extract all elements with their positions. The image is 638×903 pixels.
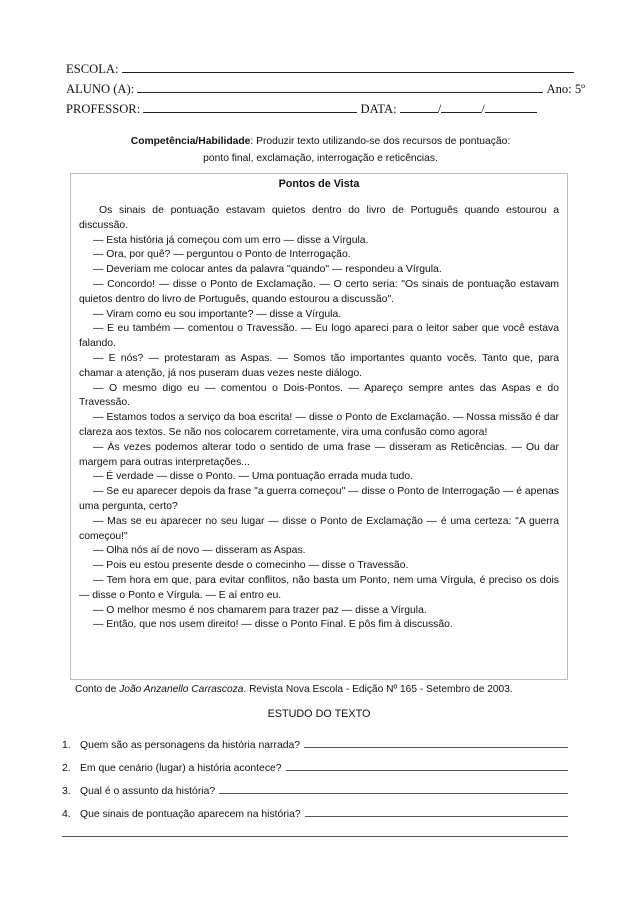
competencia-line1: [66, 133, 575, 150]
story-paragraph: — Olha nós aí de novo — disseram as Aspas.: [93, 545, 306, 557]
story-paragraph: — Esta história já começou com um erro — disse a Vírgula.: [93, 234, 369, 246]
credit-prefix: Conto de: [75, 684, 120, 695]
story-paragraph: — Às vezes podemos alterar todo o sentido de uma frase — disseram as Reticências. — Ou dar margem para outras interpretações...: [79, 441, 559, 468]
story-paragraph: — E nós? — protestaram as Aspas. — Somos tão importantes quanto vocês. Tanto que, para chamar a atenção, já nos puseram duas vezes neste diálogo.: [79, 352, 559, 379]
competencia-heading: Competência/Habilidade: [130, 136, 251, 147]
story-credit: [75, 684, 513, 695]
escola-field[interactable]: [122, 60, 574, 73]
story-paragraph: — Se eu aparecer depois da frase "a guerra começou" — disse o Ponto de Interrogação — é apenas uma pergunta, certo?: [79, 486, 559, 512]
story-paragraph: — Então, que nos usem direito! — disse o Ponto Final. E pôs fim à discussão.: [93, 619, 453, 631]
question-text: Quem são as personagens da história narrada?: [80, 740, 301, 751]
question-number: 3.: [62, 786, 71, 797]
credit-source: . Revista Nova Escola - Edição Nº 165 - Setembro de 2003.: [243, 684, 513, 695]
date-month-field[interactable]: [441, 100, 481, 113]
story-paragraph: Os sinais de pontuação estavam quietos dentro do livro de Português quando estourou a discussão.: [79, 205, 559, 231]
professor-field[interactable]: [143, 100, 357, 113]
story-paragraph: — O melhor mesmo é nos chamarem para trazer paz — disse a Vírgula.: [93, 604, 427, 616]
answer-line[interactable]: [305, 806, 568, 817]
aluno-label: ALUNO (A):: [66, 82, 135, 96]
answer-line[interactable]: [286, 760, 568, 771]
professor-label: PROFESSOR:: [66, 102, 141, 116]
question-row: [62, 760, 568, 774]
aluno-field[interactable]: [137, 80, 543, 93]
answer-line[interactable]: [304, 737, 568, 748]
story-paragraph: — Estamos todos a serviço da boa escrita! — disse o Ponto de Exclamação. — Nossa missão é dar clareza aos textos. Se não nos colocarem corretamente, vira uma confusão como agora!: [79, 412, 559, 438]
competencia-text: : Produzir texto utilizando-se dos recursos de pontuação:: [250, 136, 511, 147]
ano-label: Ano: 5º: [546, 82, 586, 96]
story-paragraph: — Ora, por quê? — perguntou o Ponto de Interrogação.: [93, 249, 351, 261]
date-slash: /: [437, 102, 442, 116]
story-paragraph: — Tem hora em que, para evitar conflitos, não basta um Ponto, nem uma Vírgula, é preciso os dois — disse o Ponto e Vírgula. — E aí entro eu.: [79, 574, 559, 601]
date-slash: /: [481, 102, 485, 116]
question-text: Em que cenário (lugar) a história acontece?: [80, 763, 282, 774]
story-text: [79, 204, 559, 633]
answer-line-extra[interactable]: [62, 836, 568, 837]
story-paragraph: — E eu também — comentou o Travessão. — Eu logo apareci para o leitor saber que você estava falando.: [79, 323, 559, 350]
competencia-block: [66, 133, 575, 167]
story-paragraph: — Deveriam me colocar antes da palavra "quando" — respondeu a Vírgula.: [93, 264, 442, 276]
question-number: 2.: [62, 763, 71, 774]
story-box: [70, 173, 568, 680]
question-number: 4.: [62, 809, 71, 820]
aluno-row: [66, 80, 586, 97]
escola-row: [66, 60, 575, 77]
date-year-field[interactable]: [485, 100, 537, 113]
story-paragraph: — Viram como eu sou importante? — disse a Vírgula.: [93, 308, 342, 320]
story-paragraph: — É verdade — disse o Ponto. — Uma pontuação errada muda tudo.: [93, 471, 413, 483]
question-number: 1.: [62, 740, 71, 751]
study-title: ESTUDO DO TEXTO: [267, 708, 371, 720]
date-day-field[interactable]: [400, 100, 438, 113]
credit-author: João Anzanello Carrascoza: [119, 684, 244, 695]
professor-row: [66, 100, 575, 117]
answer-line[interactable]: [219, 783, 568, 794]
escola-label: ESCOLA:: [66, 62, 119, 76]
question-text: Qual é o assunto da história?: [80, 786, 216, 797]
competencia-line2: ponto final, exclamação, interrogação e reticências.: [203, 153, 438, 164]
question-text: Que sinais de pontuação aparecem na história?: [80, 809, 301, 820]
data-label: DATA:: [360, 102, 397, 116]
story-paragraph: — Mas se eu aparecer no seu lugar — disse o Ponto de Exclamação — é uma certeza: "A guerra começou!": [79, 515, 559, 542]
story-paragraph: — Pois eu estou presente desde o comecinho — disse o Travessão.: [93, 560, 409, 572]
story-paragraph: — Concordo! — disse o Ponto de Exclamação. — O certo seria: "Os sinais de pontuação estavam quietos dentro do livro de Português, quando estourou a discussão".: [79, 278, 559, 305]
question-row: [62, 737, 568, 751]
question-row: [62, 806, 568, 820]
question-row: [62, 783, 568, 797]
story-paragraph: — O mesmo digo eu — comentou o Dois-Pontos. — Apareço sempre antes das Aspas e do Travessão.: [79, 382, 559, 409]
story-title: Pontos de Vista: [278, 178, 360, 190]
